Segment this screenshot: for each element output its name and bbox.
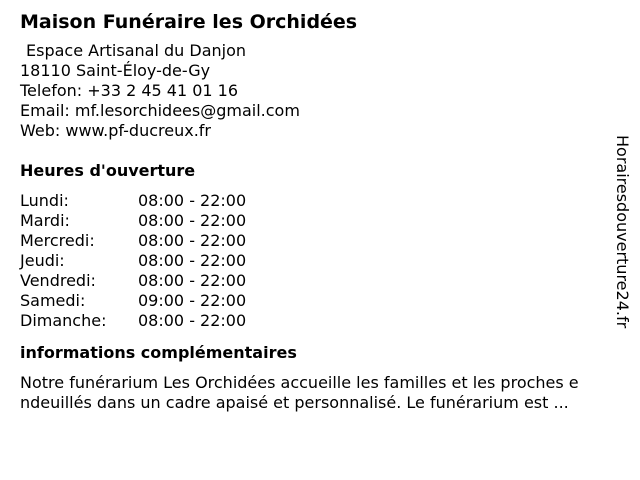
- day-label: Mardi:: [20, 211, 70, 230]
- description: [20, 373, 630, 413]
- time-range: 08:00 - 22:00: [138, 211, 247, 230]
- opening-hours-table: [20, 191, 620, 331]
- watermark-text: Horairesdouverture24.fr: [613, 135, 632, 329]
- day-label: Mercredi:: [20, 231, 95, 250]
- hours-row-lundi: [20, 191, 620, 211]
- day-label: Vendredi:: [20, 271, 96, 290]
- day-label: Jeudi:: [20, 251, 65, 270]
- email-line: Email: mf.lesorchidees@gmail.com: [20, 101, 300, 120]
- day-label: Samedi:: [20, 291, 86, 310]
- time-range: 08:00 - 22:00: [138, 251, 247, 270]
- hours-row-vendredi: [20, 271, 620, 291]
- day-label: Dimanche:: [20, 311, 107, 330]
- business-card: [20, 9, 620, 413]
- description-line-1: Notre funérarium Les Orchidées accueille les familles et les proches e: [20, 373, 579, 392]
- hours-row-samedi: [20, 291, 620, 311]
- hours-row-jeudi: [20, 251, 620, 271]
- web-line: Web: www.pf-ducreux.fr: [20, 121, 211, 140]
- hours-row-mardi: [20, 211, 620, 231]
- phone-line: Telefon: +33 2 45 41 01 16: [20, 81, 239, 100]
- watermark: [612, 135, 632, 385]
- opening-hours-heading: Heures d'ouverture: [20, 161, 196, 180]
- description-line-2: ndeuillés dans un cadre apaisé et personnalisé. Le funérarium est ...: [20, 393, 569, 412]
- hours-row-dimanche: [20, 311, 620, 331]
- time-range: 09:00 - 22:00: [138, 291, 247, 310]
- hours-row-mercredi: [20, 231, 620, 251]
- business-name: Maison Funéraire les Orchidées: [20, 11, 358, 33]
- time-range: 08:00 - 22:00: [138, 311, 247, 330]
- time-range: 08:00 - 22:00: [138, 271, 247, 290]
- day-label: Lundi:: [20, 191, 69, 210]
- address-line-1: Espace Artisanal du Danjon: [26, 41, 247, 60]
- additional-info-heading: informations complémentaires: [20, 343, 297, 362]
- address-line-2: 18110 Saint-Éloy-de-Gy: [20, 61, 211, 80]
- time-range: 08:00 - 22:00: [138, 231, 247, 250]
- time-range: 08:00 - 22:00: [138, 191, 247, 210]
- contact-block: [20, 41, 620, 141]
